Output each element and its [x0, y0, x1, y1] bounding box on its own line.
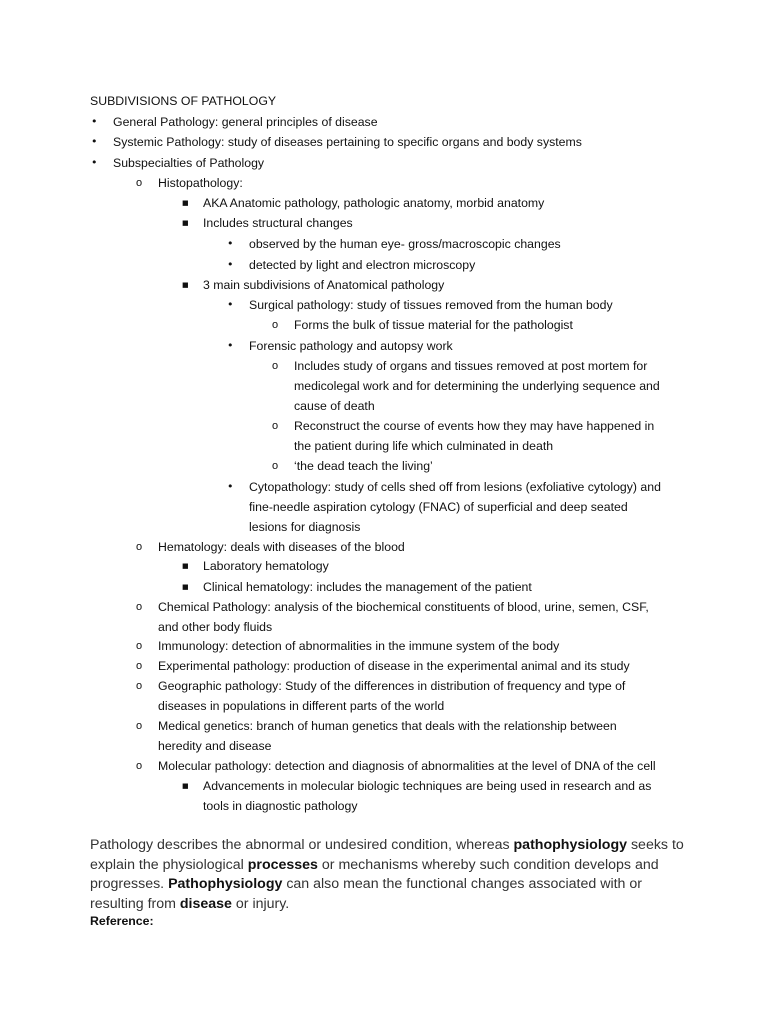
outline-item: Reconstruct the course of events how they may have happened in [294, 419, 655, 433]
paragraph-text: or injury. [231, 895, 290, 912]
circle-marker: o [136, 640, 143, 652]
outline-item: Medical genetics: branch of human genetics that deals with the relationship between [158, 719, 617, 733]
bullet-marker: • [227, 258, 234, 271]
outline-item: General Pathology: general principles of disease [113, 115, 378, 129]
circle-marker: o [136, 760, 143, 772]
circle-marker: o [272, 360, 279, 372]
reference-label: Reference: [90, 914, 154, 928]
bullet-marker: • [227, 237, 234, 250]
outline-item: Surgical pathology: study of tissues removed from the human body [249, 298, 613, 312]
outline-item: Subspecialties of Pathology [113, 156, 265, 170]
paragraph-emphasis: processes [247, 856, 318, 873]
outline-item: Cytopathology: study of cells shed off from lesions (exfoliative cytology) and [249, 480, 661, 494]
outline-item-continuation: the patient during life which culminated in death [294, 439, 554, 453]
circle-marker: o [136, 541, 143, 553]
outline-item: Geographic pathology: Study of the differences in distribution of frequency and type of [158, 679, 626, 693]
outline-item: 3 main subdivisions of Anatomical pathology [203, 278, 445, 292]
outline-item: Advancements in molecular biologic techniques are being used in research and as [203, 779, 652, 793]
bullet-marker: • [227, 480, 234, 493]
paragraph-text: seeks to explain the physiological [90, 837, 684, 873]
paragraph-text: or mechanisms whereby such condition develops and progresses. [90, 856, 659, 892]
outline-item: Forms the bulk of tissue material for the pathologist [294, 318, 573, 332]
square-marker: ■ [182, 562, 189, 570]
page-heading: SUBDIVISIONS OF PATHOLOGY [90, 94, 277, 108]
outline-item-continuation: tools in diagnostic pathology [203, 799, 358, 813]
square-marker: ■ [182, 583, 189, 591]
bullet-marker: • [91, 135, 98, 148]
outline-item: Histopathology: [158, 176, 243, 190]
outline-item-continuation: lesions for diagnosis [249, 520, 361, 534]
outline-item: Includes structural changes [203, 216, 353, 230]
square-marker: ■ [182, 199, 189, 207]
outline-item: Chemical Pathology: analysis of the biochemical constituents of blood, urine, semen, CSF, [158, 600, 649, 614]
paragraph-text: can also mean the functional changes associated with or resulting from [90, 876, 643, 912]
paragraph-emphasis: Pathophysiology [168, 876, 283, 892]
outline-item: Immunology: detection of abnormalities in the immune system of the body [158, 639, 560, 653]
paragraph-text: Pathology describes the abnormal or undesired condition, whereas [90, 837, 514, 853]
body-paragraph [90, 836, 690, 914]
outline-item: Experimental pathology: production of disease in the experimental animal and its study [158, 659, 630, 673]
outline-item: Laboratory hematology [203, 559, 329, 573]
square-marker: ■ [182, 782, 189, 790]
outline-item-continuation: medicolegal work and for determining the underlying sequence and [294, 379, 660, 393]
outline-item: Systemic Pathology: study of diseases pertaining to specific organs and body systems [113, 135, 582, 149]
bullet-marker: • [91, 115, 98, 128]
circle-marker: o [136, 720, 143, 732]
bullet-marker: • [91, 156, 98, 169]
circle-marker: o [272, 319, 279, 331]
circle-marker: o [136, 660, 143, 672]
square-marker: ■ [182, 281, 189, 289]
bullet-marker: • [227, 298, 234, 311]
paragraph-emphasis: pathophysiology [513, 837, 628, 853]
circle-marker: o [136, 601, 143, 613]
outline-item-continuation: heredity and disease [158, 739, 272, 753]
circle-marker: o [136, 680, 143, 692]
outline-item: Includes study of organs and tissues removed at post mortem for [294, 359, 648, 373]
outline-item-continuation: and other body fluids [158, 620, 273, 634]
outline-item-continuation: cause of death [294, 399, 375, 413]
outline-item-continuation: diseases in populations in different parts of the world [158, 699, 445, 713]
outline-item: detected by light and electron microscopy [249, 258, 476, 272]
outline-item: Clinical hematology: includes the management of the patient [203, 580, 532, 594]
outline-item: Molecular pathology: detection and diagnosis of abnormalities at the level of DNA of the cell [158, 759, 656, 773]
outline-item: Forensic pathology and autopsy work [249, 339, 453, 353]
square-marker: ■ [182, 219, 189, 227]
outline-item: AKA Anatomic pathology, pathologic anatomy, morbid anatomy [203, 196, 545, 210]
paragraph-emphasis: disease [179, 895, 232, 912]
bullet-marker: • [227, 339, 234, 352]
outline-item: ‘the dead teach the living’ [294, 459, 433, 473]
outline-item: Hematology: deals with diseases of the blood [158, 540, 405, 554]
outline-item-continuation: fine-needle aspiration cytology (FNAC) of superficial and deep seated [249, 500, 628, 514]
circle-marker: o [136, 177, 143, 189]
outline-item: observed by the human eye- gross/macroscopic changes [249, 237, 561, 251]
circle-marker: o [272, 460, 279, 472]
circle-marker: o [272, 420, 279, 432]
